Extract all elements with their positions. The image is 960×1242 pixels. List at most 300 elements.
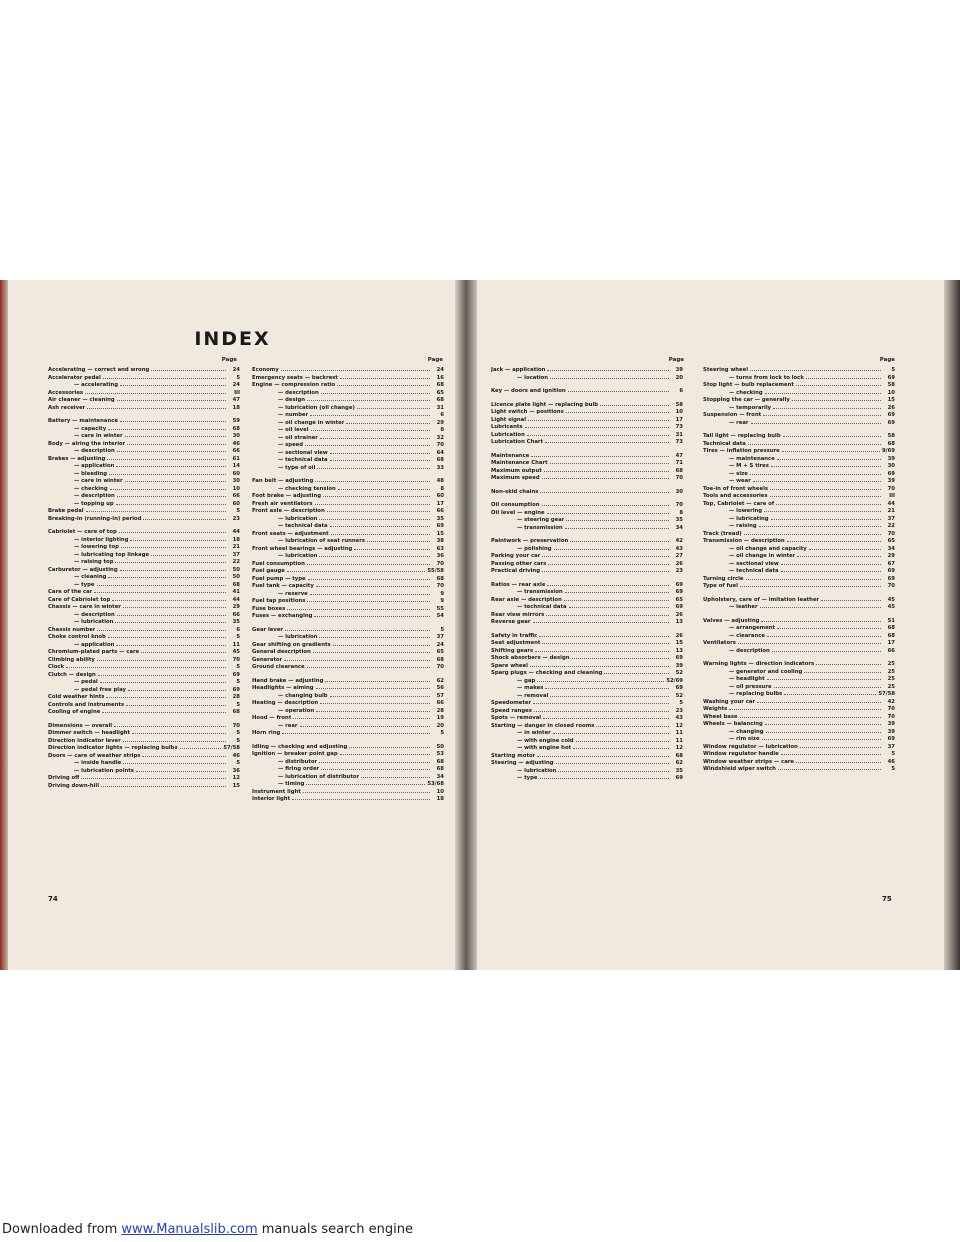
index-entry [252, 405, 444, 413]
index-entry-term: Economy [252, 367, 279, 373]
index-entry [491, 439, 683, 447]
index-entry-term: — lowering top [74, 544, 119, 550]
index-entry [252, 538, 444, 546]
index-entry-page: 15 [887, 397, 895, 403]
index-entry-page: 46 [232, 752, 240, 759]
dot-leader [117, 451, 226, 452]
dot-leader [800, 747, 881, 748]
index-entry [491, 388, 683, 396]
index-entry [703, 604, 895, 612]
dot-leader [781, 754, 881, 755]
index-entry-term: — technical data [517, 604, 567, 610]
index-entry-term: — arrangement [729, 625, 776, 631]
index-entry [252, 766, 444, 774]
index-entry-page: 39 [675, 662, 683, 669]
dot-leader [569, 607, 669, 608]
dot-leader [568, 391, 669, 392]
index-entry [703, 676, 895, 684]
index-entry [491, 685, 683, 693]
page-column-header: Page [668, 357, 684, 363]
index-entry-term: — lubrication of seat runners [278, 538, 366, 544]
index-entry-page: 50 [232, 566, 240, 573]
index-entry-term: Valves — adjusting [703, 617, 760, 624]
index-entry-term: — in winter [517, 730, 551, 736]
index-entry-page: 69 [887, 374, 895, 381]
index-entry-term: Shifting gears [491, 647, 534, 654]
dot-leader [738, 643, 881, 644]
dot-leader [321, 769, 430, 770]
index-entry [252, 508, 444, 516]
dot-leader [566, 412, 669, 413]
page-column-header: Page [879, 357, 895, 363]
page-column-header: Page [221, 357, 237, 363]
dot-leader [558, 771, 669, 772]
dot-leader [116, 466, 226, 467]
index-entry-term: Ventilators [703, 640, 736, 646]
index-entry-term: — operation [278, 707, 315, 714]
index-entry [252, 796, 444, 804]
index-entry-term: — wear [729, 478, 751, 484]
index-entry [703, 759, 895, 767]
index-entry [703, 736, 895, 744]
dot-leader [537, 681, 664, 682]
index-entry-page: 26 [675, 611, 683, 618]
index-entry-term: — topping up [74, 500, 114, 507]
dot-leader [760, 607, 881, 608]
index-entry-term: — steering gear [517, 517, 565, 523]
index-entry-term: Washing your car [703, 698, 756, 705]
index-entry-page: 17 [675, 416, 683, 423]
dot-leader [772, 651, 881, 652]
index-entry [491, 597, 683, 605]
dot-leader [537, 756, 669, 757]
index-entry-page: 69 [887, 419, 895, 426]
dot-leader [787, 541, 881, 542]
index-entry-page: 5 [236, 634, 240, 640]
index-entry-page: 70 [887, 530, 895, 537]
dot-leader [550, 463, 669, 464]
dot-leader [757, 702, 881, 703]
index-entry-term: — headlight [729, 676, 765, 682]
dot-leader [287, 609, 430, 610]
index-entry-term: General description [252, 649, 311, 655]
index-group [491, 402, 683, 447]
dot-leader [766, 732, 881, 733]
dot-leader [796, 762, 881, 763]
dot-leader [777, 628, 881, 629]
index-entry-term: Lubricants [491, 424, 523, 430]
index-entry [252, 523, 444, 531]
index-entry-term: — replacing bulbs [729, 691, 783, 697]
index-entry-page: 47 [675, 452, 683, 459]
index-entry [48, 574, 240, 582]
dot-leader [528, 420, 669, 421]
index-entry-term: Hand brake — adjusting [252, 677, 324, 684]
index-entry [491, 502, 683, 510]
index-entry [252, 450, 444, 458]
index-entry-page: 68 [675, 752, 683, 759]
index-entry-term: Speed ranges [491, 707, 532, 714]
index-entry [48, 418, 240, 426]
index-entry-term: Light signal [491, 416, 527, 423]
index-entry [252, 435, 444, 443]
index-entry-page: 23 [232, 515, 240, 522]
index-entry-page: 18 [436, 796, 444, 802]
dot-leader [115, 562, 226, 563]
index-entry-term: Key — doors and ignition [491, 388, 566, 394]
dot-leader [330, 453, 430, 454]
index-entry-page: 31 [675, 431, 683, 438]
dot-leader [748, 444, 881, 445]
index-entry-page: 62 [675, 760, 683, 766]
dot-leader [573, 748, 669, 749]
index-entry-term: Oil consumption [491, 502, 540, 508]
index-entry-term: Transmission — description [703, 538, 785, 544]
index-entry-page: 5 [236, 737, 240, 744]
index-entry-page: 73 [675, 439, 683, 445]
dot-leader [319, 556, 430, 557]
index-entry [703, 766, 895, 774]
index-entry [252, 576, 444, 584]
index-entry [703, 669, 895, 677]
index-entry [48, 486, 240, 494]
index-entry-page: 8 [440, 427, 444, 433]
index-entry [48, 516, 240, 524]
index-entry-term: Care of Cabriolet top [48, 596, 111, 603]
index-entry-page: 68 [887, 625, 895, 631]
dot-leader [132, 733, 226, 734]
index-entry-term: — timing [278, 781, 305, 787]
index-entry-page: 44 [232, 529, 240, 535]
index-entry [252, 390, 444, 398]
dot-leader [115, 622, 226, 623]
index-entry [252, 730, 444, 738]
index-entry-term: — location [517, 374, 549, 381]
index-entry-page: 29 [887, 553, 895, 559]
index-entry [703, 478, 895, 486]
index-entry-page: 35 [675, 517, 683, 523]
index-entry-page: 69 [675, 581, 683, 588]
dot-leader [282, 733, 430, 734]
index-entry-term: Accelerator pedal [48, 374, 101, 381]
dot-leader [527, 435, 669, 436]
index-entry-page: 20 [436, 722, 444, 729]
dot-leader [740, 586, 881, 587]
index-entry-term: Maximum speed [491, 475, 540, 481]
dot-leader [776, 504, 881, 505]
dot-leader [782, 451, 880, 452]
dot-leader [546, 615, 669, 616]
index-entry [252, 478, 444, 486]
index-column-3 [491, 367, 683, 789]
dot-leader [151, 370, 226, 371]
index-entry [252, 657, 444, 665]
index-entry-term: — number [278, 412, 309, 418]
index-entry-page: 11 [675, 737, 683, 744]
index-entry-page: 66 [232, 611, 240, 618]
index-entry-term: Fuses — exchanging [252, 613, 313, 619]
index-entry-page: 15 [232, 782, 240, 789]
dot-leader [103, 378, 226, 379]
index-entry [491, 468, 683, 476]
index-entry-term: — checking [729, 389, 763, 396]
index-entry-term: Emergency seats — backrest [252, 374, 338, 381]
index-entry [491, 663, 683, 671]
index-entry [491, 738, 683, 746]
index-entry-page: 5 [440, 626, 444, 633]
dot-leader [540, 492, 669, 493]
index-entry-page: 44 [887, 500, 895, 507]
index-entry-term: Maximum output [491, 467, 542, 474]
dot-leader [340, 754, 430, 755]
index-entry [703, 456, 895, 464]
index-entry-page: 65 [675, 596, 683, 603]
dot-leader [340, 378, 430, 379]
index-entry [48, 382, 240, 390]
dot-leader [762, 739, 881, 740]
index-entry-page: 62 [436, 677, 444, 684]
index-entry-term: — lubrication [517, 767, 557, 774]
index-entry-page: 33 [436, 464, 444, 471]
dot-leader [821, 600, 881, 601]
index-entry [491, 402, 683, 410]
index-entry-term: — makes [517, 685, 544, 691]
index-entry-term: Starting — danger in closed rooms [491, 722, 595, 729]
index-entry-term: — leather [729, 604, 758, 610]
index-entry [703, 744, 895, 752]
index-entry-term: — technical data [278, 457, 328, 463]
index-entry [703, 493, 895, 501]
index-entry-term: Generator [252, 656, 283, 663]
index-entry-term: Tires — inflation pressure [703, 448, 780, 454]
index-entry-term: Steering wheel [703, 367, 749, 373]
index-entry [252, 634, 444, 642]
index-entry-page: 24 [232, 382, 240, 388]
index-entry-term: Fan belt — adjusting [252, 478, 314, 484]
dot-leader [108, 637, 226, 638]
index-entry-page: III [234, 389, 240, 396]
index-entry-term: — type of oil [278, 464, 316, 471]
index-entry [703, 640, 895, 648]
index-entry [252, 649, 444, 657]
index-entry [703, 661, 895, 669]
index-entry [491, 367, 683, 375]
index-entry [252, 486, 444, 494]
index-entry-page: 6 [236, 626, 240, 633]
index-entry-page: 5 [236, 760, 240, 766]
index-entry-term: Window weather strips — care [703, 758, 794, 765]
index-entry [491, 700, 683, 708]
index-entry [48, 478, 240, 486]
index-entry-page: 34 [675, 524, 683, 531]
dot-leader [565, 528, 669, 529]
index-entry [491, 723, 683, 731]
index-entry-page: 53/68 [427, 781, 444, 787]
index-entry-term: — technical data [278, 523, 328, 529]
index-entry-page: 46 [887, 758, 895, 765]
index-entry [48, 694, 240, 702]
dot-leader [545, 442, 669, 443]
index-entry-term: — oil change and capacity [729, 545, 807, 552]
dot-leader [784, 694, 876, 695]
index-entry [491, 678, 683, 686]
dot-leader [564, 600, 669, 601]
dot-leader [354, 549, 430, 550]
index-entry-page: 5 [236, 664, 240, 670]
index-entry-term: — pedal [74, 679, 98, 685]
index-entry-term: Brakes — adjusting [48, 455, 106, 462]
index-entry-page: 45 [887, 596, 895, 603]
index-entry [703, 691, 895, 699]
index-entry-page: 70 [436, 442, 444, 448]
index-entry [491, 409, 683, 417]
index-entry [252, 531, 444, 539]
index-group [491, 582, 683, 627]
dot-leader [744, 534, 881, 535]
index-entry [491, 619, 683, 627]
index-entry-term: — application [74, 641, 115, 648]
index-entry-page: 52 [675, 692, 683, 699]
left-page-edge [0, 280, 8, 970]
index-entry-term: — description [74, 448, 115, 454]
index-entry-page: 68 [232, 709, 240, 715]
index-entry-term: Warning lights — direction indicators [703, 661, 815, 667]
index-entry-page: 35 [675, 767, 683, 774]
index-entry-term: Steering — adjusting [491, 760, 554, 766]
index-entry-page: 70 [675, 475, 683, 481]
dot-leader [130, 540, 226, 541]
index-entry-page: 29 [232, 604, 240, 610]
index-entry-page: 34 [436, 773, 444, 780]
index-entry-term: Chassis number [48, 626, 96, 633]
dot-leader [123, 763, 226, 764]
manualslib-link[interactable]: www.Manualslib.com [121, 1222, 258, 1237]
index-entry-page: 42 [887, 698, 895, 705]
index-entry-page: 50 [232, 574, 240, 580]
index-entry [491, 553, 683, 561]
index-entry-page: 52 [675, 670, 683, 676]
index-entry [703, 471, 895, 479]
index-entry-term: — sectional view [729, 560, 779, 567]
index-entry-page: 69 [675, 655, 683, 661]
index-entry-page: 66 [436, 508, 444, 514]
index-entry-term: Body — airing the interior [48, 440, 126, 447]
index-entry [703, 367, 895, 375]
index-entry-page: 9/69 [882, 448, 895, 454]
index-entry [48, 604, 240, 612]
index-entry-term: — lowering [729, 508, 763, 514]
dot-leader [535, 651, 669, 652]
index-entry-term: — lubricating top linkage [74, 551, 150, 558]
index-entry-term: — generator and cooling [729, 668, 803, 675]
dot-leader [534, 711, 669, 712]
dot-leader [774, 687, 881, 688]
index-entry [48, 612, 240, 620]
dot-leader [781, 564, 881, 565]
index-entry-term: — care in winter [74, 478, 123, 484]
index-entry-term: Clutch — design [48, 671, 96, 678]
index-entry-term: — transmission [517, 589, 563, 595]
index-entry-page: 15 [436, 530, 444, 537]
index-entry-page: 29 [436, 419, 444, 426]
index-entry-term: Ash receiver [48, 404, 86, 411]
index-entry [491, 753, 683, 761]
index-entry-term: Breaking-in (running-in) period [48, 515, 142, 522]
index-entry-page: 8 [440, 485, 444, 492]
index-entry-term: Suspension — front [703, 412, 762, 418]
index-entry-page: 66 [436, 700, 444, 706]
dot-leader [533, 703, 669, 704]
index-entry [703, 405, 895, 413]
dot-leader [565, 592, 669, 593]
index-entry [252, 397, 444, 405]
dot-leader [123, 607, 226, 608]
index-entry-term: — rear [729, 419, 749, 426]
index-entry [48, 702, 240, 710]
index-entry-page: 30 [232, 433, 240, 439]
index-entry-page: 47 [232, 397, 240, 403]
dot-leader [750, 370, 881, 371]
index-entry-page: 10 [232, 485, 240, 492]
index-entry [48, 589, 240, 597]
index-entry-page: 70 [232, 656, 240, 663]
dot-leader [141, 652, 226, 653]
dot-leader [81, 778, 226, 779]
index-entry-term: — temporarily [729, 404, 772, 411]
index-entry-term: — with engine cold [517, 737, 574, 744]
dot-leader [361, 777, 430, 778]
index-entry [48, 768, 240, 776]
index-entry-term: Accessories [48, 389, 84, 396]
index-group [491, 367, 683, 382]
index-entry-page: 68 [436, 575, 444, 582]
index-entry-page: 28 [232, 694, 240, 700]
index-entry-page: 68 [232, 581, 240, 588]
dot-leader [764, 511, 881, 512]
left-page-number: 74 [48, 895, 58, 903]
index-entry-page: 69 [232, 686, 240, 693]
index-entry-page: 38 [436, 538, 444, 544]
dot-leader [346, 423, 430, 424]
index-entry [491, 538, 683, 546]
index-entry [48, 375, 240, 383]
index-entry-term: — transmission [517, 524, 563, 531]
index-entry-page: 44 [232, 596, 240, 603]
dot-leader [533, 622, 670, 623]
index-entry-page: 71 [675, 460, 683, 466]
index-entry [48, 619, 240, 627]
index-entry [48, 634, 240, 642]
index-entry [703, 463, 895, 471]
index-entry [703, 508, 895, 516]
index-group [491, 538, 683, 576]
index-entry-term: — design [278, 397, 306, 403]
dot-leader [323, 496, 430, 497]
index-entry-page: 68 [675, 467, 683, 474]
index-entry-page: 17 [436, 500, 444, 507]
index-entry-page: 67 [887, 560, 895, 567]
index-entry [703, 516, 895, 524]
index-entry [703, 441, 895, 449]
index-group [703, 618, 895, 656]
index-entry [703, 633, 895, 641]
dot-leader [281, 370, 430, 371]
index-group [48, 418, 240, 523]
index-entry [703, 420, 895, 428]
index-entry-page: 10 [436, 788, 444, 795]
index-entry [252, 553, 444, 561]
index-entry-page: 18 [232, 536, 240, 543]
